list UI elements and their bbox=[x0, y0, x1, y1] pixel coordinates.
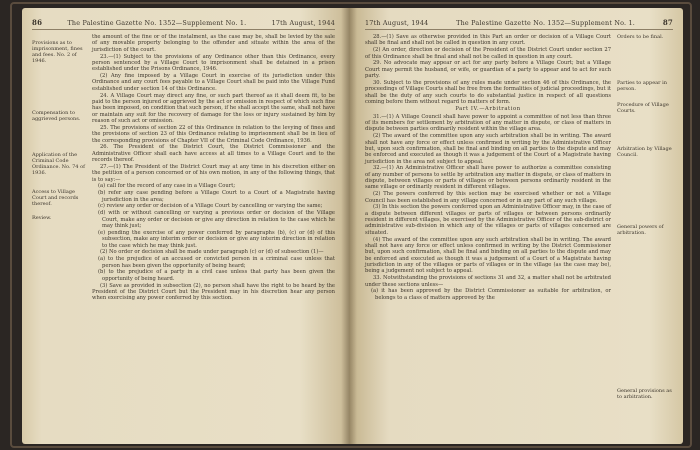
page-header-title: The Palestine Gazette No. 1352—Supplement No. 1. bbox=[67, 19, 247, 27]
paragraph: (b) refer any case pending before a Village Court to a Court of a Magistrate having jurisdiction in the area; bbox=[98, 190, 335, 203]
paragraph: (a) to the prejudice of an accused or convicted person in a criminal case unless that person has been given the opportunity of being heard; bbox=[98, 256, 335, 269]
margin-note: Arbitration by Village Council. bbox=[617, 146, 672, 158]
paragraph: (b) to the prejudice of a party in a civil case unless that party has been given the opportunity of being heard. bbox=[98, 269, 335, 282]
paragraph: (2) An order, direction or decision of the President of the District Court under section 27 of this Ordinance shall be final and shall not be called in question in any court. bbox=[365, 47, 611, 60]
paragraph: (4) The award of the committee upon any such arbitration shall be in writing. The award shall not have any force or effect unless confirmed in writing by the District Commissioner but, upon such confirmation, shall be final and binding on all parties to the dispute and may be enforced and executed as though it was a judgement of a Court of a Magistrate having jurisdiction in any of the villages or parts of villages or in the village (as the case may be), being a judgement not subject to appeal. bbox=[365, 236, 611, 275]
margin-note: Review. bbox=[32, 215, 52, 221]
paragraph: (3) Save as provided in subsection (2), no person shall have the right to be heard by the President of the District Court but the President may in his discretion hear any person when exercising any power conferred by this section. bbox=[92, 282, 335, 302]
right-page bbox=[349, 8, 683, 444]
margin-note: Orders to be final. bbox=[617, 34, 664, 40]
paragraph: 25. The provisions of section 22 of this Ordinance in relation to the levying of fines and the provisions of section 23 of this Ordinance relating to imprisonment shall be in lieu of the corresponding provisions of Chapter VII of the Criminal Code Ordinance, 1936. bbox=[92, 124, 335, 144]
paragraph: 28.—(1) Save as otherwise provided in this Part an order or decision of a Village Court shall be final and shall not be called in question in any court. bbox=[365, 34, 611, 47]
margin-note: Access to Village Court and records thereof. bbox=[32, 189, 79, 207]
margin-note: Application of the Criminal Code Ordinance. No. 74 of 1936. bbox=[32, 152, 85, 176]
margin-note: Compensation to aggrieved persons. bbox=[32, 110, 81, 122]
paragraph: (2) The award of the committee upon any such arbitration shall be in writing. The award shall not have any force or effect unless confirmed in writing by the Administrative Officer but, upon such confirmation, shall be final and binding on all parties to the dispute and may be enforced and executed as though it was a judgement of the Court of a Magistrate having jurisdiction in the area not subject to appeal. bbox=[365, 133, 611, 165]
part-heading: Part IV.—Arbitration bbox=[455, 106, 521, 113]
paragraph: the amount of the fine or of the instalment, as the case may be, shall be levied by the sale of any movable property belonging to the offender and situate within the area of the jurisdiction of the court. bbox=[92, 34, 335, 53]
paragraph: 26. The President of the District Court, the District Commissioner and the Administrative Officer shall each have access at all times to a Village Court and to the records thereof. bbox=[92, 144, 335, 164]
paragraph: (2) The powers conferred by this section may be exercised whether or not a Village Council has been established in any village concerned or in any part of any such village. bbox=[365, 191, 611, 204]
paragraph: 32.—(1) An Administrative Officer shall have power to authorize a committee consisting of any number of persons to settle by arbitration any matter in dispute, or class of matters in dispute, between villages or parts of villages or between persons ordinarily resident in the same village or ordinarily resident in different villages. bbox=[365, 165, 611, 191]
paragraph: 31.—(1) A Village Council shall have power to appoint a committee of not less than three of its members for settlement by arbitration of any matter in dispute, or class of matters in dispute between parties ordinarily resident within the village area. bbox=[365, 113, 611, 133]
paragraph: 27.—(1) The President of the District Court may at any time in his discretion either on the petition of a person concerned or of his own motion, in any of the following things, that is to say:— bbox=[92, 163, 335, 183]
page-number: 86 bbox=[32, 18, 43, 27]
left-page-header bbox=[32, 18, 335, 30]
page-header-title: The Palestine Gazette No. 1352—Supplement No. 1. bbox=[456, 19, 636, 27]
paragraph: (e) pending the exercise of any power conferred by paragraphs (b), (c) or (d) of this subsection, make any interim order or decision or give any interim direction in relation to the case which he may think just. bbox=[98, 229, 335, 249]
paragraph: (2) No order or decision shall be made under paragraph (c) or (d) of subsection (1)— bbox=[100, 249, 324, 256]
right-page-text bbox=[365, 34, 611, 301]
page-number: 87 bbox=[662, 18, 673, 27]
paragraph: (d) with or without cancelling or varying a previous order or decision of the Village Court, make any order or decision or give any direction in relation to the case which he may think just; bbox=[98, 210, 335, 229]
page-header-date: 17th August, 1944 bbox=[365, 19, 429, 27]
left-page bbox=[22, 8, 349, 444]
paragraph: 33. Notwithstanding the provisions of sections 31 and 32, a matter shall not be arbitrated under these sections unless— bbox=[365, 275, 611, 288]
page-header-date: 17th August, 1944 bbox=[271, 19, 335, 27]
margin-note: Provisions as to imprisonment, fines and fees. No. 2 of 1946. bbox=[32, 40, 83, 64]
paragraph: 23.—(1) Subject to the provisions of any Ordinance other than this Ordinance, every person sentenced by a Village Court to imprisonment shall be detained in a prison established under the Prisons Ordinance, 1946. bbox=[92, 53, 335, 73]
margin-note: General powers of arbitration. bbox=[617, 224, 664, 236]
paragraph: 24. A Village Court may direct any fine, or such part thereof as it shall deem fit, to be paid to the person injured or aggrieved by the act or omission in respect of which such fine has been imposed, on condition that such person, if he shall accept the same, shall not have or maintain any suit for the recovery of damage for the loss or injury sustained by him by reason of such act or omission. bbox=[92, 92, 335, 124]
paragraph: (3) In this section the powers conferred upon an Administrative Officer may, in the case of a dispute between different villages or parts of villages or between persons ordinarily resident in different villages, be exercised by the Administrative Officer of the sub-district or administrative sub-division in which any of the villages or parts of villages concerned are situated. bbox=[365, 204, 611, 236]
paragraph: 29. No advocate may appear or act for any party before a Village Court; but a Village Court may permit the husband, or wife, or guardian of a party to appear and to act for such party. bbox=[365, 60, 611, 80]
margin-note: Parties to appear in person. bbox=[617, 80, 667, 92]
paragraph: (a) it has been approved by the District Commissioner as suitable for arbitration, or belongs to a class of matters approved by the bbox=[371, 288, 611, 301]
right-page-body bbox=[365, 34, 673, 400]
paragraph: (a) call for the record of any case in a Village Court; bbox=[98, 183, 236, 190]
margin-note: Procedure of Village Courts. bbox=[617, 102, 669, 114]
right-page-header bbox=[365, 18, 673, 30]
left-page-body bbox=[32, 34, 335, 302]
left-page-text bbox=[92, 34, 335, 302]
margin-note: General provisions as to arbitration. bbox=[617, 388, 672, 400]
paragraph: 30. Subject to the provisions of any rules made under section 46 of this Ordinance, the proceedings of Village Courts shall be free from the formalities of judicial proceedings, but it shall be the duty of any such courts to do substantial justice in respect of all questions coming before them without regard to matters of form. bbox=[365, 79, 611, 105]
paragraph: (2) Any fine imposed by a Village Court in exercise of its jurisdiction under this Ordinance and any court fees payable to a Village Court shall be paid into the Village Fund established under section 14 of this Ordinance. bbox=[92, 73, 335, 92]
paragraph: (c) review any order or decision of a Village Court by cancelling or varying the same; bbox=[98, 203, 323, 210]
